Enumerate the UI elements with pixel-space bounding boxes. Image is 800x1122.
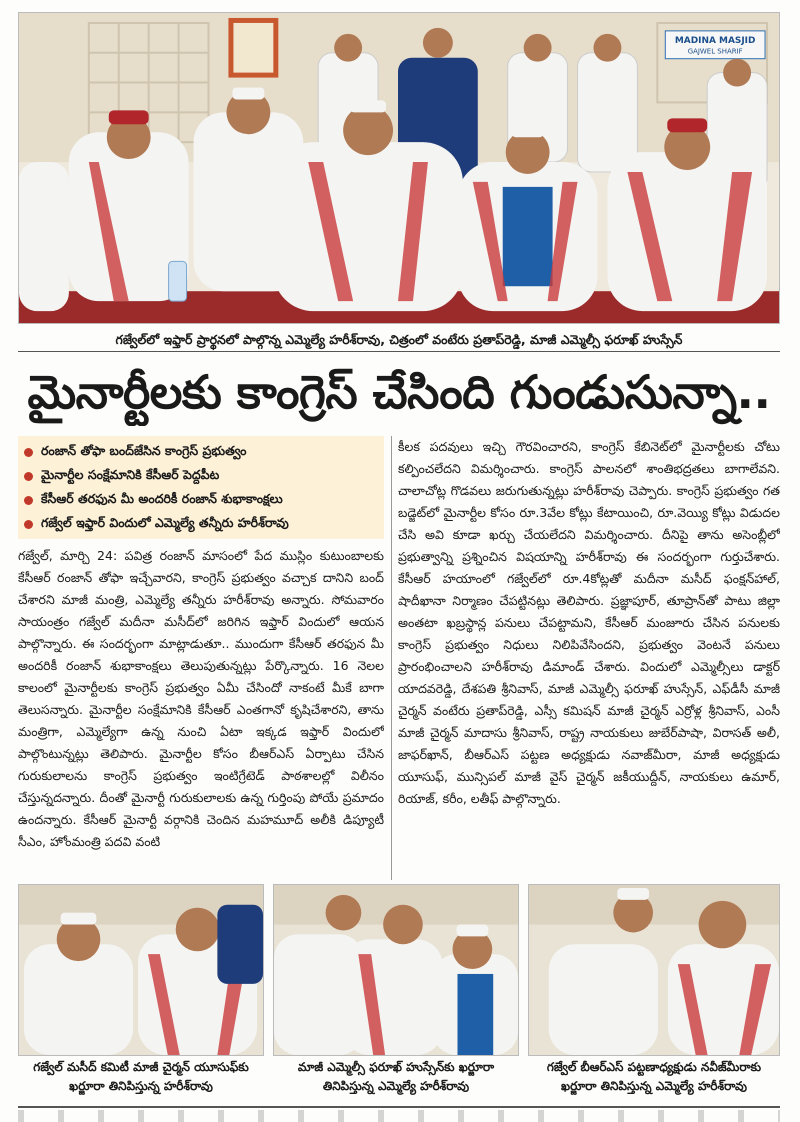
photo-dates-naveez-image	[529, 885, 779, 1055]
article-paragraph: గజ్వేల్, మార్చి 24: పవిత్ర రంజాన్ మాసంలో పేద ముస్లిం కుటుంబాలకు కేసీఆర్ రంజాన్ తోఫా ఇచ్చేవారని, కాంగ్రెస్ ప్రభుత్వం వచ్చాక దానిని బంద్ చేశారని మాజీ మంత్రి, ఎమ్మెల్యే తన్నీరు హరీశ్‌రావు అన్నారు. సోమవారం సాయంత్రం గజ్వేల్ మదీనా మసీద్‌లో జరిగిన ఇఫ్తార్ విందులో ఆయన పాల్గొన్నారు. ఈ సందర్భంగా మాట్లాడుతూ.. ముందుగా కేసీఆర్ తరఫున మీ అందరికీ రంజాన్ శుభాకాంక్షలు తెలుపుతున్నట్లు పేర్కొన్నారు. 16 నెలల కాలంలో మైనార్టీలకు కాంగ్రెస్ ప్రభుత్వం ఏమీ చేసిందో నాకంటే మీకే బాగా తెలుసన్నారు. మైనార్టీల సంక్షేమానికి కేసీఆర్ ఎంతగానో కృషిచేశారని, తాను మంత్రిగా, ఎమ్మెల్యేగా ఉన్న నుంచి ఏటా ఇక్కడ ఇఫ్తార్ విందులో పాల్గొంటున్నట్లు తెలిపారు. మైనార్టీల కోసం బీఆర్‌ఎస్ ఏర్పాటు చేసిన గురుకులాలను కాంగ్రెస్ ప్రభుత్వం ఇంటిగ్రేటెడ్ పాఠశాలల్లో విలీనం చేస్తున్నదన్నారు. దీంతో మైనార్టీ గురుకులాలకు ఉన్న గుర్తింపు పోయే ప్రమాదం ఉందన్నారు. కేసీఆర్ మైనార్టీ వర్గానికి చెందిన మహమూద్ అలీకి డిప్యూటీ సీఎం, హోంమంత్రి పదవి వంటి	[18, 548, 384, 849]
article-body-left	[18, 545, 384, 880]
photo-dates-farooq	[273, 884, 519, 1056]
iftar-photo-image	[19, 13, 779, 323]
bottom-caption-1: గజ్వేల్ మసీద్ కమిటీ మాజీ చైర్మన్ యూసుఫ్‌కు ఖర్జూరా తినిపిస్తున్న హరీశ్‌రావు	[33, 1060, 249, 1093]
iftar-photo	[18, 12, 780, 324]
photo-dates-yusuf-image	[19, 885, 263, 1055]
highlights-box	[18, 436, 384, 539]
top-photo-caption: గజ్వేల్‌లో ఇఫ్తార్ ప్రార్థనలో పాల్గొన్న ఎమ్మెల్యే హరీశ్‌రావు, చిత్రంలో వంటేరు ప్రతాప్‌రెడ్డి, మాజీ ఎమ్మెల్సీ ఫరూఖ్ హుస్సేన్	[18, 328, 780, 352]
article-body-right	[398, 436, 780, 880]
bullet-icon	[24, 472, 33, 481]
bottom-caption-3: గజ్వేల్ బీఆర్‌ఎస్ పట్టణాధ్యక్షుడు నవీజ్‌మీరాకు ఖర్జూరా తినిపిస్తున్న ఎమ్మెల్యే హరీశ్‌రావు	[546, 1060, 762, 1093]
bottom-caption-2: మాజీ ఎమ్మెల్సీ ఫరూఖ్ హుస్సేన్‌కు ఖర్జూరా తినిపిస్తున్న ఎమ్మెల్యే హరీశ్‌రావు	[297, 1060, 495, 1093]
highlight-item	[24, 488, 378, 512]
masjid-sign-line2: GAJWEL SHARIF	[687, 47, 743, 56]
next-article-strip	[18, 1110, 780, 1122]
masjid-sign-line1: MADINA MASJID	[674, 35, 756, 46]
article-paragraph: కీలక పదవులు ఇచ్చి గౌరవించారని, కాంగ్రెస్ కేబినెట్‌లో మైనార్టీలకు చోటు కల్పించలేదని విమర్శించారు. కాంగ్రెస్ పాలనలో శాంతిభద్రతలు బాగాలేవని. చాలాచోట్ల గొడవలు జరుగుతున్నట్లు హరీశ్‌రావు చెప్పారు. కాంగ్రెస్ ప్రభుత్వం గత బడ్జెట్‌లో మైనార్టీల కోసం రూ.3వేల కోట్లు కేటాయించి, రూ.వెయ్యి కోట్లు విడుదల చేసి అవి కూడా ఖర్చు చేయలేదని విమర్శించారు. దీనిపై తాను అసెంబ్లీలో ప్రభుత్వాన్ని ప్రశ్నించిన విషయాన్ని హరీశ్‌రావు ఈ సందర్భంగా గుర్తుచేశారు. కేసీఆర్ హయాంలో గజ్వేల్‌లో రూ.4కోట్లతో మదీనా మసీద్ ఫంక్షన్‌హాల్, షాదీఖానా నిర్మాణం చేపట్టినట్లు తెలిపారు. ప్రజ్ఞాపూర్, తూప్రాన్‌తో పాటు జిల్లా అంతటా ఖబ్రస్థాన్ల పనులు చేపట్టామని, కేసీఆర్ మంజూరు చేసిన పనులకు కాంగ్రెస్ ప్రభుత్వం నిధులు నిలిపివేసిందని, ప్రభుత్వం వెంటనే పనులు ప్రారంభించాలని హరీశ్‌రావు డిమాండ్ చేశారు. విందులో ఎమ్మెల్సీలు డాక్టర్ యాదవరెడ్డి, దేశపతి శ్రీనివాస్, మాజీ ఎమ్మెల్సీ ఫరూఖ్ హుస్సేన్, ఎఫ్‌డీసీ మాజీ చైర్మన్ వంటేరు ప్రతాప్‌రెడ్డి, ఎస్సీ కమిషన్ మాజీ చైర్మన్ ఎర్రోళ్ల శ్రీనివాస్, ఎంసీ మాజీ చైర్మన్ మాదాసు శ్రీనివాస్, రాష్ట్ర నాయకులు జుబేర్‌పాషా, విరాసత్ అలీ, జాఫర్‌ఖాన్, బీఆర్‌ఎస్ పట్టణ అధ్యక్షుడు నవాజ్‌మీరా, మాజీ అధ్యక్షుడు యూసుఫ్, మున్సిపల్ మాజీ వైస్ చైర్మన్ జకీయుద్దీన్, నాయకులు ఉమార్, రియాజ్, కరీం, లతీఫ్ పాల్గొన్నారు.	[398, 439, 780, 806]
highlight-text: గజ్వేల్ ఇఫ్తార్ విందులో ఎమ్మెల్యే తన్నీరు హరీశ్‌రావు	[41, 514, 289, 530]
headline: మైనార్టీలకు కాంగ్రెస్ చేసింది గుండుసున్నా..	[27, 365, 771, 419]
column-divider	[391, 436, 392, 880]
bullet-icon	[24, 520, 33, 529]
photo-dates-farooq-image	[274, 885, 518, 1055]
bullet-icon	[24, 448, 33, 457]
highlight-text: కేసీఆర్ తరఫున మీ అందరికీ రంజాన్ శుభాకాంక్షలు	[41, 490, 283, 506]
photo-dates-yusuf	[18, 884, 264, 1056]
highlight-item	[24, 440, 378, 464]
highlight-text: మైనార్టీల సంక్షేమానికి కేసీఆర్ పెద్దపీట	[41, 466, 220, 482]
highlight-text: రంజాన్ తోఫా బంద్‌జేసిన కాంగ్రెస్ ప్రభుత్వం	[41, 442, 247, 458]
highlight-item	[24, 512, 378, 536]
highlight-item	[24, 464, 378, 488]
photo-dates-naveez	[528, 884, 780, 1056]
bottom-divider	[18, 1106, 780, 1108]
bullet-icon	[24, 496, 33, 505]
